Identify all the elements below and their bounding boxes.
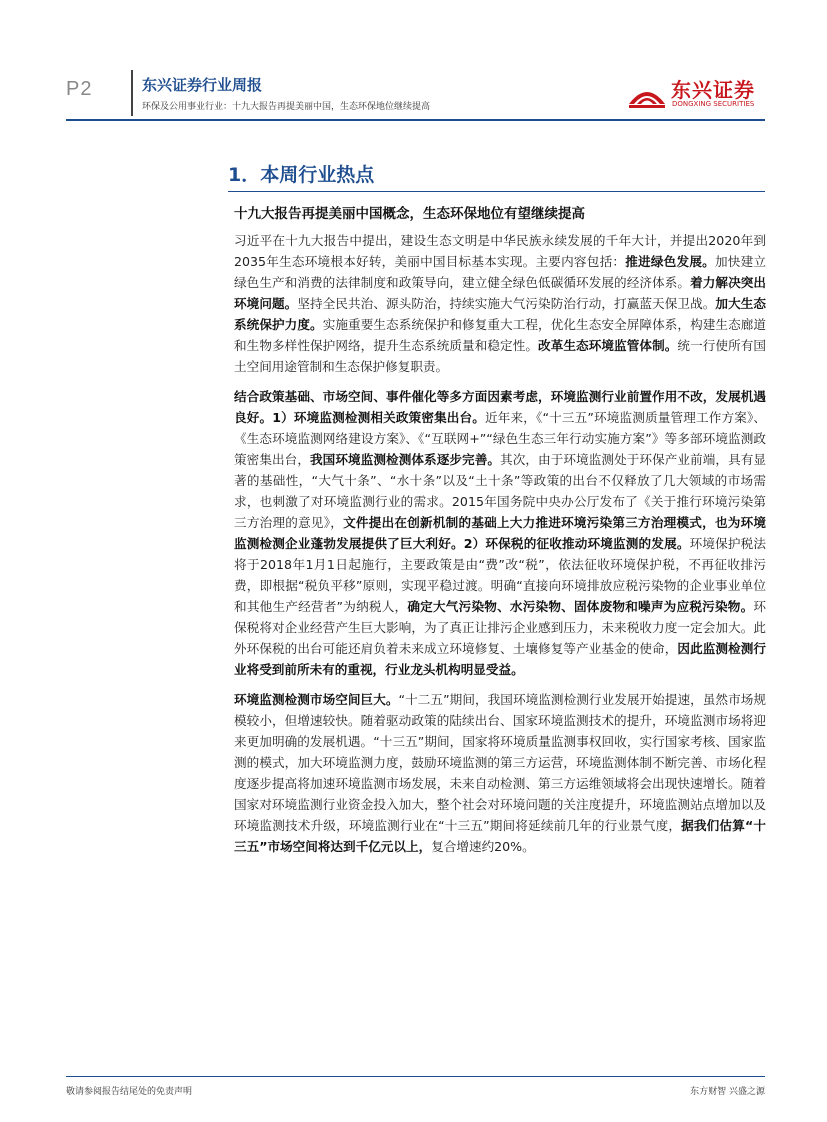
paragraph	[234, 230, 766, 377]
emphasis-text: 据我们估算“十三五”市场空间将达到千亿元以上，	[234, 818, 766, 854]
body-text: 统一行使所有国土空间用途管制和生态保护修复职责。	[234, 338, 767, 374]
paragraph	[234, 689, 766, 857]
body-text: 实施重要生态系统保护和修复重大工程，优化生态安全屏障体系，构建生态廊道和生物多样性保护网络，提升生态系统质量和稳定性。	[234, 317, 767, 353]
page-header	[0, 0, 827, 125]
body-text: 加快建立绿色生产和消费的法律制度和政策导向，建立健全绿色低碳循环发展的经济体系。	[234, 254, 767, 290]
paragraph	[234, 386, 766, 680]
emphasis-text: 结合政策基础、市场空间、事件催化等多方面因素考虑，环境监测行业前置作用不改，发展机遇良好。1）环境监测检测相关政策密集出台。	[234, 389, 766, 425]
emphasis-text: 加大生态系统保护力度。	[234, 296, 767, 332]
header-divider	[131, 70, 133, 116]
publication-subtitle: 环保及公用事业行业：十九大报告再提美丽中国，生态环保地位继续提高	[142, 102, 431, 112]
logo-mark-icon	[627, 74, 667, 110]
body-text: 环境保护税法将于2018年1月1日起施行，主要政策是由“费”改“税”，依法征收环境保护税，不再征收排污费，即根据“税负平移”原则，实现平稳过渡。明确“直接向环境排放应税污染物的企业事业单位和其他生产经营者”为纳税人，	[234, 536, 767, 614]
body-text: 环保税将对企业经营产生巨大影响，为了真正让排污企业感到压力，未来税收力度一定会加大。此外环保税的出台可能还肩负着未来成立环境修复、土壤修复等产业基金的使命，	[234, 599, 766, 656]
body-text: 坚持全民共治、源头防治，持续实施大气污染防治行动，打赢蓝天保卫战。	[297, 296, 716, 311]
section-title: 1．本周行业热点	[228, 164, 375, 186]
emphasis-text: 改革生态环境监管体制。	[538, 338, 678, 353]
emphasis-text: 环境监测检测市场空间巨大。	[234, 692, 399, 707]
emphasis-text: 推进绿色发展。	[625, 254, 715, 269]
footer-rule	[66, 1076, 765, 1077]
body-text: 习近平在十九大报告中提出，建设生态文明是中华民族永续发展的千年大计，并提出2020年到2035年生态环境根本好转，美丽中国目标基本实现。主要内容包括：	[234, 233, 766, 269]
body-text: 近年来，《“十三五”环境监测质量管理工作方案》、《生态环境监测网络建设方案》、《“互联网+”“绿色生态三年行动实施方案”》等多部环境监测政策密集出台，	[234, 410, 767, 467]
article-title: 十九大报告再提美丽中国概念，生态环保地位有望继续提高	[234, 206, 585, 222]
disclaimer-note: 敬请参阅报告结尾处的免责声明	[66, 1087, 193, 1097]
logo-text-cn: 东兴证券	[671, 78, 755, 102]
emphasis-text: 着力解决突出环境问题。	[234, 275, 767, 311]
emphasis-text: 文件提出在创新机制的基础上大力推进环境污染第三方治理模式，也为环境监测检测企业蓬勃发展提供了巨大利好。2）环保税的征收推动环境监测的发展。	[234, 515, 767, 551]
logo-text-en: DONGXING SECURITIES	[672, 100, 755, 108]
emphasis-text: 因此监测检测行业将受到前所未有的重视，行业龙头机构明显受益。	[234, 641, 767, 677]
section-rule	[228, 191, 765, 192]
header-rule	[66, 119, 765, 121]
article-body	[234, 202, 766, 866]
emphasis-text: 我国环境监测检测体系逐步完善。	[310, 452, 501, 467]
footer-slogan: 东方财智 兴盛之源	[690, 1087, 765, 1097]
body-text: 复合增速约20%。	[431, 839, 535, 854]
body-text: 其次，由于环境监测处于环保产业前端，具有显著的基础性，“大气十条”、“水十条”以及“土十条”等政策的出台不仅释放了几大领域的市场需求，也刺激了对环境监测行业的需求。2015年国务院中央办公厅发布了《关于推行环境污染第三方治理的意见》，	[234, 452, 767, 530]
emphasis-text: 确定大气污染物、水污染物、固体废物和噪声为应税污染物。	[407, 599, 754, 614]
body-text: “十二五”期间，我国环境监测检测行业发展开始提速，虽然市场规模较小，但增速较快。随着驱动政策的陆续出台、国家环境监测技术的提升，环境监测市场将迎来更加明确的发展机遇。“十三五”期间，国家将环境质量监测事权回收，实行国家考核、国家监测的模式，加大环境监测力度，鼓励环境监测的第三方运营，环境监测体制不断完善、市场化程度逐步提高将加速环境监测市场发展，未来自动检测、第三方运维领域将会出现快速增长。随着国家对环境监测行业资金投入加大，整个社会对环境问题的关注度提升，环境监测站点增加以及环境监测技术升级，环境监测行业在“十三五”期间将延续前几年的行业景气度，	[234, 692, 766, 833]
company-logo	[627, 70, 767, 114]
publication-title: 东兴证券行业周报	[142, 76, 263, 94]
page-number: P2	[66, 78, 93, 100]
